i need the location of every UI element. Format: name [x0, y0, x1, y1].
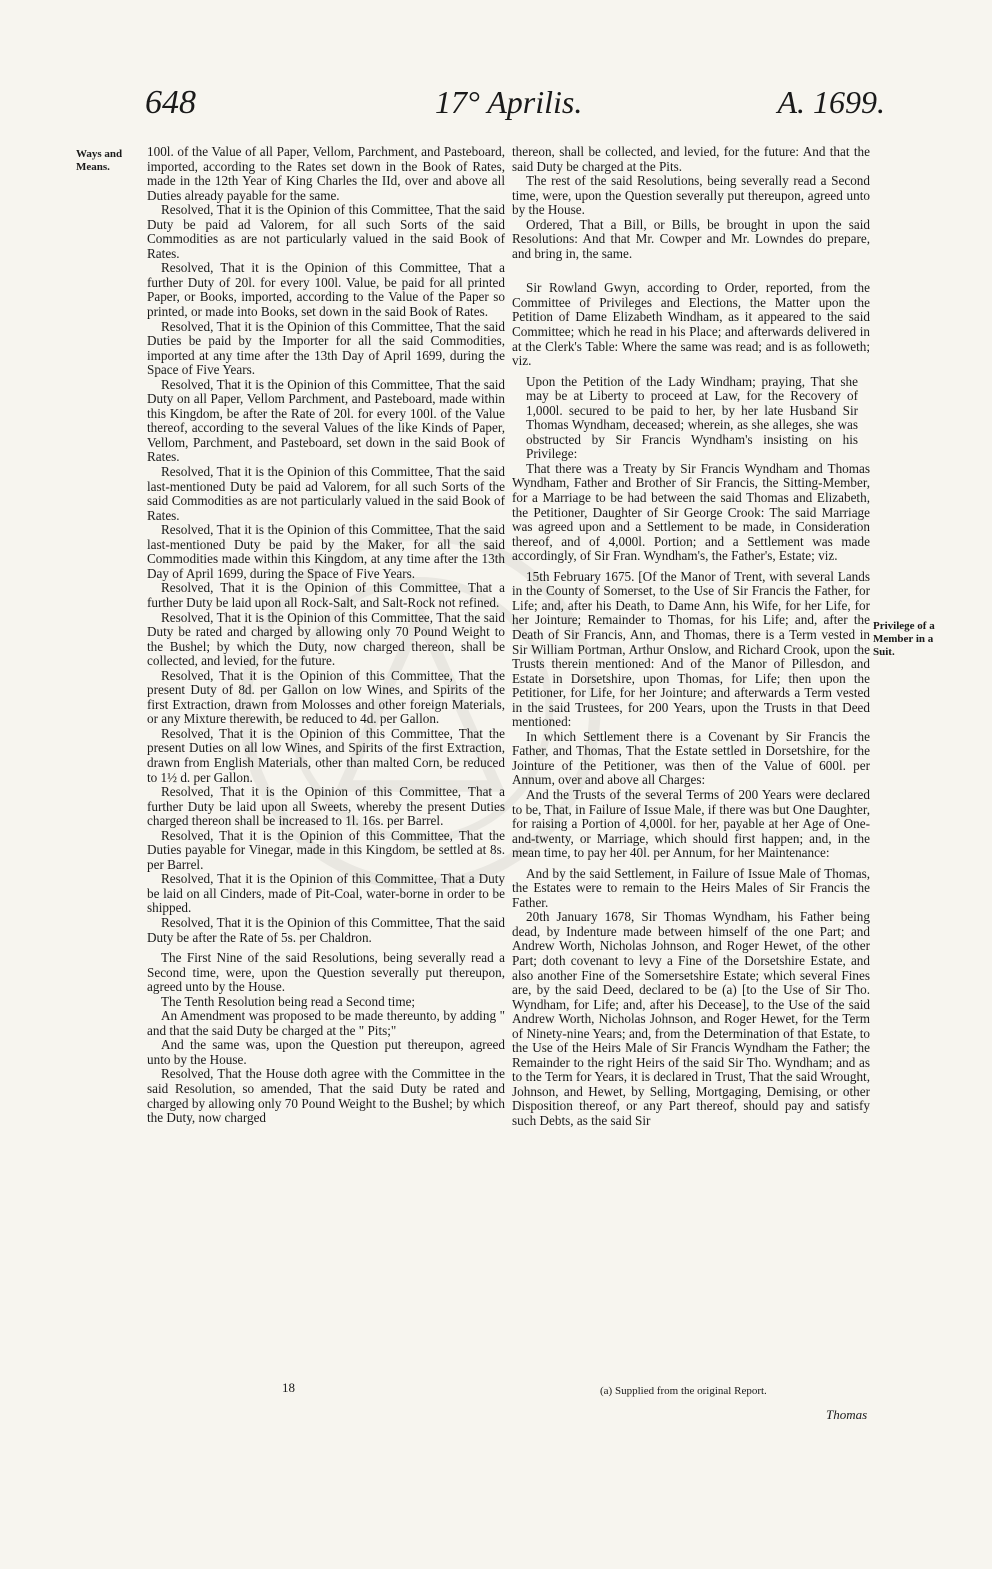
- paragraph: Resolved, That it is the Opinion of this Committee, That the said last-mentioned Duty be paid ad Valorem, for all such Sorts of the said Commodities as are not particularly valued in the said Book of Rates.: [147, 464, 505, 523]
- paragraph: thereon, shall be collected, and levied, for the future: And that the said Duty be charged at the Pits.: [512, 144, 870, 174]
- paragraph: Resolved, That it is the Opinion of this Committee, That the said Duty be after the Rate of 5s. per Chaldron.: [147, 914, 505, 945]
- footnote: (a) Supplied from the original Report.: [600, 1385, 767, 1397]
- paragraph: Resolved, That it is the Opinion of this Committee, That the said Duty on all Paper, Vellom Parchment, and Pasteboard, made within this Kingdom, be after the Rate of 20l. for every 100l. of the Value thereof, according to the several Values of the like Kinds of Paper, Vellom, Parchment, and Pasteboard, set down in the said Book of Rates.: [147, 376, 505, 465]
- paragraph: And the Trusts of the several Terms of 200 Years were declared to be, That, in Failure of Issue Male, if there was but One Daughter, for raising a Portion of 4,000l. for her, payable at her Age of One-and-twenty, or Marriage, which should first happen; and, in the mean time, to pay her 40l. per Annum, for her Maintenance:: [512, 786, 870, 861]
- page-header: [145, 84, 885, 128]
- paragraph: Resolved, That the House doth agree with the Committee in the said Resolution, so amended, That the said Duty be rated and charged by allowing only 70 Pound Weight to the Bushel; by which the Duty, now charged: [147, 1066, 505, 1126]
- paragraph: The rest of the said Resolutions, being severally read a Second time, were, upon the Question severally put thereupon, agreed unto by the House.: [512, 173, 870, 218]
- paragraph: Resolved, That it is the Opinion of this Committee, That a further Duty be laid upon all Sweets, whereby the present Duties charged thereon shall be increased to 1l. 16s. per Barrel.: [147, 784, 505, 829]
- report-intro: Sir Rowland Gwyn, according to Order, reported, from the Committee of Privileges and Elections, the Matter upon the Petition of Dame Elizabeth Windham, as it appeared to the said Committee; which he read in his Place; and afterwards delivered in at the Clerk's Table: Where the same was read; and is as followeth; viz.: [512, 280, 870, 369]
- page-number: 648: [145, 84, 196, 121]
- paragraph: The Tenth Resolution being read a Second time;: [161, 993, 416, 1009]
- paragraph: Ordered, That a Bill, or Bills, be brought in upon the said Resolutions: And that Mr. Cowper and Mr. Lowndes do prepare, and bring in, the same.: [512, 216, 870, 261]
- paragraph: An Amendment was proposed to be made thereunto, by adding " and that the said Duty be charged at the " Pits;": [147, 1008, 505, 1038]
- paragraph: 100l. of the Value of all Paper, Vellom, Parchment, and Pasteboard, imported, according to the Rates set down in the Book of Rates, made in the 12th Year of King Charles the IId, over and above all Duties already payable for the same.: [147, 144, 505, 203]
- paragraph: In which Settlement there is a Covenant by Sir Francis the Father, and Thomas, That the Estate settled in Dorsetshire, for the Jointure of the Petitioner, was then of the Value of 600l. per Annum, over and above all Charges:: [512, 728, 870, 788]
- header-year: A. 1699.: [777, 84, 885, 120]
- paragraph: Resolved, That it is the Opinion of this Committee, That the said Duty be rated and charged by allowing only 70 Pound Weight to the Bushel; by which the Duty, now charged thereon, shall be collected, and levied, for the future.: [147, 609, 505, 669]
- paragraph: 20th January 1678, Sir Thomas Wyndham, his Father being dead, by Indenture made between himself of the one Part; and Andrew Worth, Nicholas Johnson, and Roger Hewet, of the other Part; doth covenant to levy a Fine of the Dorsetshire Estate, and also another Fine of the Somersetshire Estate; which several Fines are, by the said Deed, declared to be (a) [to the Use of Sir Tho. Wyndham, for Life; and, after his Decease], to the Use of the said Andrew Worth, Nicholas Johnson, and Roger Hewet, for the Term of Ninety-nine Years; and, from the Determination of that Estate, to the Use of the Heirs Male of Sir Francis Wyndham the Father; the Remainder to the right Heirs of the said Sir Tho. Wyndham; and as to the Term for Years, it is declared in Trust, That the said Wrought, Johnson, and Hewet, by Selling, Mortgaging, Demising, or other Disposition thereof, or any Part thereof, should pay and satisfy such Debts, as the said Sir: [512, 909, 870, 1128]
- paragraph: Resolved, That it is the Opinion of this Committee, That the present Duty of 8d. per Gallon on low Wines, and Spirits of the first Extraction, drawn from Molosses and other foreign Materials, or any Mixture therewith, be reduced to 4d. per Gallon.: [147, 667, 505, 727]
- catchword: Thomas: [826, 1407, 868, 1422]
- margin-note-ways-and-means: Ways and Means.: [76, 148, 123, 173]
- paragraph: Resolved, That it is the Opinion of this Committee, That the present Duties on all low Wines, and Spirits of the first Extraction, drawn from English Materials, other than malted Corn, be reduced to 1½ d. per Gallon.: [147, 725, 505, 785]
- paragraph: Resolved, That it is the Opinion of this Committee, That a Duty be laid on all Cinders, made of Pit-Coal, water-borne in order to be shipped.: [147, 871, 505, 916]
- paragraph: And by the said Settlement, in Failure of Issue Male of Thomas, the Estates were to remain to the Heirs Males of Sir Francis the Father.: [512, 865, 870, 910]
- right-column: [512, 145, 870, 1129]
- paragraph: Resolved, That it is the Opinion of this Committee, That the Duties payable for Vinegar, made in this Kingdom, be settled at 8s. per Barrel.: [147, 827, 505, 872]
- paragraph: Resolved, That it is the Opinion of this Committee, That the said last-mentioned Duty be paid by the Maker, for all the said Commodities made within this Kingdom, at any time after the 13th Day of April 1699, during the Space of Five Years.: [147, 522, 505, 581]
- paragraph: The First Nine of the said Resolutions, being severally read a Second time, were, upon the Question severally put thereupon, agreed unto by the House.: [147, 950, 505, 995]
- petition-text: Upon the Petition of the Lady Windham; praying, That she may be at Liberty to proceed at Law, for the Recovery of 1,000l. secured to be paid to her, by her late Husband Sir Thomas Wyndham, deceased; wherein, as she alleges, she was obstructed by Sir Francis Wyndham's insisting on his Privilege:: [526, 373, 858, 462]
- paragraph: 15th February 1675. [Of the Manor of Trent, with several Lands in the County of Somerset, to the Use of Sir Francis the Father, for Life; and, after his Death, to Dame Ann, his Wife, for her Life, for her Jointure; Remainder to Thomas, for his Life; and, after the Death of Sir Francis, Ann, and Thomas, there is a Term vested in Sir William Portman, Arthur Onslow, and Richard Crook, upon the Trusts therein mentioned: And of the Manor of Pillesdon, and Estate in Dorsetshire, upon Thomas, for Life; then upon the Petitioner, for Life, for her Jointure; and afterwards a Term vested in the said Trustees, for 200 Years, upon the Trusts in that Deed mentioned:: [512, 568, 870, 730]
- paragraph: Resolved, That it is the Opinion of this Committee, That a further Duty be laid upon all Rock-Salt, and Salt-Rock not refined.: [147, 580, 505, 610]
- paragraph: That there was a Treaty by Sir Francis Wyndham and Thomas Wyndham, Father and Brother of Sir Francis, the Sitting-Member, for a Marriage to be had between the said Thomas and Elizabeth, the Petitioner, Daughter of Sir George Crook: The said Marriage was agreed upon and a Settlement to be made, in Consideration thereof, and of 4,000l. Portion; and a Settlement was made accordingly, of Sir Fran. Wyndham's, the Father's, Estate; viz.: [512, 460, 870, 564]
- signature-mark: 18: [282, 1380, 295, 1395]
- margin-note-privilege: Privilege of a Member in a Suit.: [873, 620, 935, 658]
- left-column: [147, 145, 505, 1126]
- paragraph: Resolved, That it is the Opinion of this Committee, That a further Duty of 20l. for every 100l. Value, be paid for all printed Paper, or Books, imported, according to the Value of the Paper so printed, or made into Books, set down in the said Book of Rates.: [147, 260, 505, 320]
- paragraph: Resolved, That it is the Opinion of this Committee, That the said Duty be paid ad Valorem, for all such Sorts of the said Commodities as are not particularly valued in the said Book of Rates.: [147, 202, 505, 261]
- paragraph: And the same was, upon the Question put thereupon, agreed unto by the House.: [147, 1037, 505, 1067]
- header-date: 17° Aprilis.: [435, 84, 583, 120]
- paragraph: Resolved, That it is the Opinion of this Committee, That the said Duties be paid by the Importer for all the said Commodities, imported at any time after the 13th Day of April 1699, during the Space of Five Years.: [147, 318, 505, 378]
